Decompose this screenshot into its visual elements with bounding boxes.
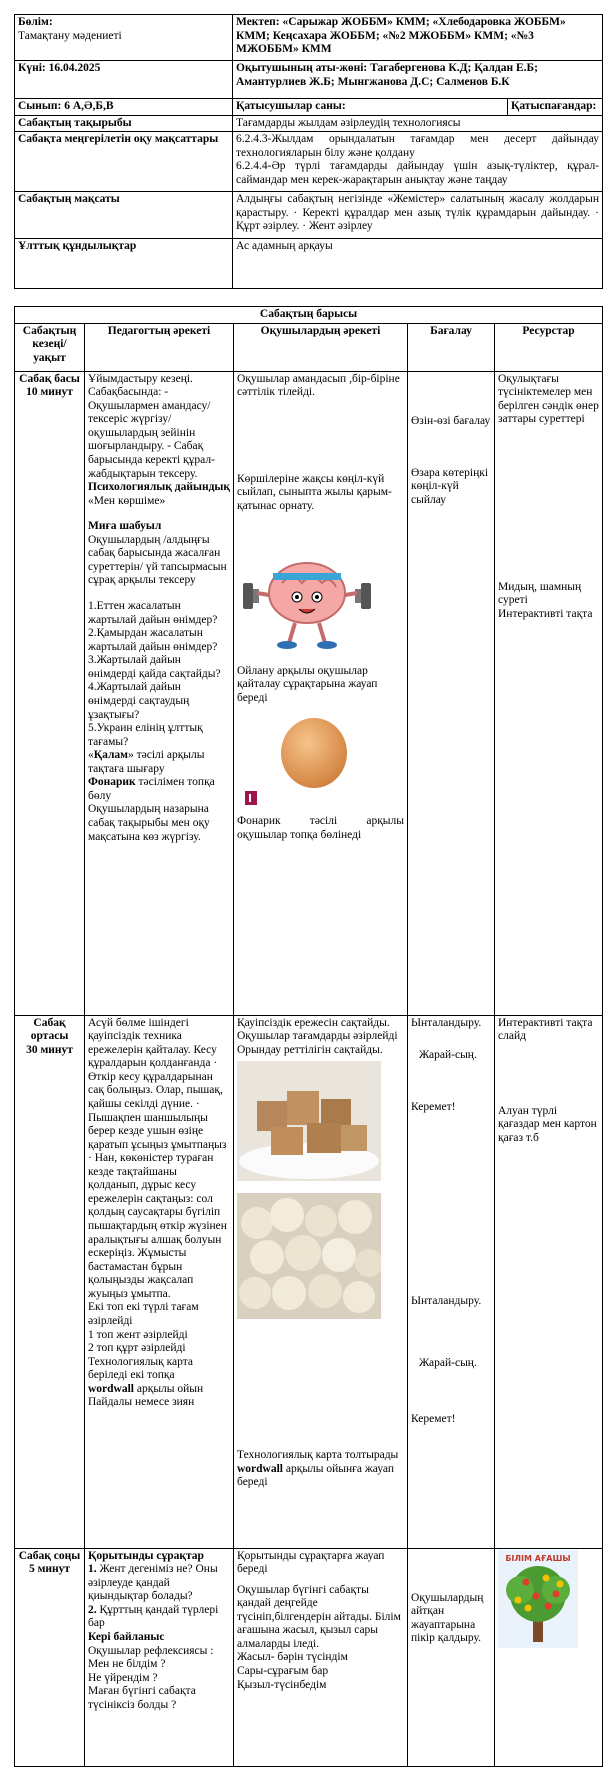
board-slide-text: Интерактивті тақта слайд bbox=[498, 1016, 593, 1043]
table-row bbox=[15, 371, 603, 1015]
header-table bbox=[14, 14, 603, 289]
zhent-sweets-image bbox=[237, 1061, 381, 1181]
q2-number: 2. bbox=[88, 1603, 97, 1616]
table-row bbox=[15, 1548, 603, 1766]
brain-lamp-resources-text: Мидың, шамның суреті Интерактивті тақта bbox=[498, 580, 593, 620]
techcard-text: Технологиялық карта толтырады bbox=[237, 1449, 399, 1462]
students-think-text: Ойлану арқылы оқушылар қайталау сұрақтарына жауап береді bbox=[237, 664, 378, 704]
student-actions-start bbox=[234, 371, 408, 1015]
col-teacher-header: Педагогтың әрекеті bbox=[85, 323, 234, 371]
assessment-end bbox=[408, 1548, 495, 1766]
topic-value: Тағамдарды жылдам әзірлеудің технологиясы bbox=[233, 115, 603, 132]
col-students-header: Оқушылардың әрекеті bbox=[234, 323, 408, 371]
assessment-start bbox=[408, 371, 495, 1015]
school-cell: Мектеп: «Сарыжар ЖОББМ» КММ; «Хлебодаровка ЖОББМ» КММ; Кеңсахара ЖОББМ; «№2 МЖОББМ» КММ; «№3 МЖОББМ» КММ bbox=[233, 15, 603, 61]
students-reflection-text: Оқушылар бүгінгі сабақты қандай деңгейде түсініп,білгендерін айтады. Білім ағашына жасыл, қызыл сары алмаларды іледі. Жасыл- бәрін түсіндім Сары-сұрағым бар Қызыл-түсінбедім bbox=[237, 1583, 401, 1691]
wordwall-student-label: wordwall bbox=[237, 1462, 283, 1475]
brainstorm-text: Оқушылардың /алдыңғы сабақ барысында жасалған суреттерін/ үй тапсырмасын сұрақ арқылы тексеру bbox=[88, 533, 227, 587]
comment-answers-text: Оқушылардың айтқан жауаптарына пікір қалдыру. bbox=[411, 1591, 484, 1645]
flashlight-text: тәсілімен топқа бөлу Оқушылардың назарына сабақ тақырыбы мен оқу мақсатына көз жүргізу. bbox=[88, 776, 215, 843]
stage-end: Сабақ соңы 5 минут bbox=[15, 1548, 85, 1766]
feedback-label: Кері байланыс bbox=[88, 1630, 165, 1643]
encourage-1: Ынталандыру. bbox=[411, 1016, 482, 1029]
self-assessment-text: Өзін-өзі бағалау bbox=[411, 414, 491, 427]
section-value: Тамақтану мәдениеті bbox=[18, 29, 122, 42]
teacher-actions-start bbox=[85, 371, 234, 1015]
well-done-1: Жарай-сың. bbox=[419, 1048, 477, 1061]
teacher-actions-end bbox=[85, 1548, 234, 1766]
questions-list: 1.Еттен жасалатын жартылай дайын өнімдер? 2.Қамырдан жасалатын жартылай дайын өнімдер? 3.Жартылай дайын өнімдерді қайда сақтайды? 4.Жартылай дайын өнімдерді сақтаудың ұзақтығы? 5.Украин елінің ұлттық тағамы? bbox=[88, 600, 221, 748]
col-stage-header: Сабақтың кезеңі/ уақыт bbox=[15, 323, 85, 371]
great-1: Керемет! bbox=[411, 1100, 456, 1113]
students-groups-text: Фонарик тәсілі арқылы оқушылар топқа бөлінеді bbox=[237, 815, 404, 841]
attendance-count-cell: Қатысушылар саны: bbox=[233, 99, 508, 116]
psych-prep-label: Психологиялық дайындық bbox=[88, 481, 231, 494]
section-label: Бөлім: bbox=[18, 16, 53, 28]
stage-start: Сабақ басы 10 минут bbox=[15, 371, 85, 1015]
students-answer-text: Қорытынды сұрақтарға жауап береді bbox=[237, 1549, 385, 1576]
lesson-flow-title: Сабақтың барысы bbox=[15, 307, 603, 324]
resources-start bbox=[495, 371, 603, 1015]
encourage-2: Ынталандыру. bbox=[411, 1294, 482, 1307]
brainstorm-label: Миға шабуыл bbox=[88, 520, 162, 533]
resources-middle bbox=[495, 1015, 603, 1548]
egg-icon bbox=[269, 717, 359, 789]
col-resources-header: Ресурстар bbox=[495, 323, 603, 371]
pen-method-label: Қалам bbox=[93, 749, 128, 762]
great-2: Керемет! bbox=[411, 1412, 456, 1425]
wordwall-label: wordwall bbox=[88, 1382, 134, 1395]
resources-end bbox=[495, 1548, 603, 1766]
brain-weightlifting-icon bbox=[237, 543, 377, 653]
wordwall-answer-text: арқылы ойынға жауап береді bbox=[237, 1462, 395, 1489]
pen-method-text: » тәсілі арқылы тақтаға шығару bbox=[88, 749, 205, 775]
student-actions-end bbox=[234, 1548, 408, 1766]
student-actions-middle bbox=[234, 1015, 408, 1548]
psych-prep-text: «Мен көршіме» bbox=[88, 494, 166, 507]
org-stage-text: Ұйымдастыру кезеңі. Сабақбасында: - Оқушылармен амандасу/тексеріс жүргізу/ оқушылардың зейінін шоғырландыру. - Сабақ барысында керекті құрал-жабдықтарын тексеру. bbox=[88, 372, 215, 480]
teacher-actions-middle bbox=[85, 1015, 234, 1548]
goal-label: Сабақтың мақсаты bbox=[15, 192, 233, 239]
values-label: Ұлттық құндылықтар bbox=[15, 239, 233, 289]
knowledge-tree-label: БІЛІМ АҒАШЫ bbox=[505, 1553, 571, 1563]
class-cell: Сынып: 6 А,Ә,Б,В bbox=[15, 99, 233, 116]
section-cell bbox=[15, 15, 233, 61]
small-flag-icon bbox=[245, 791, 257, 805]
flashlight-label: Фонарик bbox=[88, 776, 136, 789]
teachers-cell: Оқытушының аты-жөні: Тагабергенова К.Д; Қалдан Е.Б; Амантурлиев Ж.Б; Мынгжанова Д.С; Салменов Б.К bbox=[233, 61, 603, 99]
quote-open: « bbox=[88, 749, 94, 762]
kurt-image bbox=[237, 1193, 381, 1319]
students-greet-text: Оқушылар амандасып ,бір-біріне сәттілік тілейді. bbox=[237, 372, 400, 399]
students-mood-text: Көршілеріне жақсы көңіл-күй сыйлап, сыныпта жылы қарым-қатынас орнату. bbox=[237, 472, 392, 512]
peer-mood-text: Өзара көтеріңкі көңіл-күй сыйлау bbox=[411, 466, 489, 506]
objectives-label: Сабақта меңгерілетін оқу мақсаттары bbox=[15, 132, 233, 192]
well-done-2: Жарай-сың. bbox=[419, 1356, 477, 1369]
textbook-resources-text: Оқулықтағы түсініктемелер мен берілген сәндік өнер заттары суреттері bbox=[498, 372, 599, 426]
techcard-line bbox=[237, 1449, 404, 1463]
summary-questions-label: Қорытынды сұрақтар bbox=[88, 1549, 204, 1562]
values-value: Ас адамның арқауы bbox=[233, 239, 603, 289]
absent-cell: Қатыспағандар: bbox=[508, 99, 603, 116]
students-cook-text: Қауіпсіздік ережесін сақтайды. Оқушылар тағамдарды әзірлейді Орындау реттілігін сақтайды. bbox=[237, 1016, 398, 1056]
table-row bbox=[15, 1015, 603, 1548]
date-cell: Күні: 16.04.2025 bbox=[15, 61, 233, 99]
wordwall-game-text: арқылы ойын Пайдалы немесе зиян bbox=[88, 1382, 204, 1409]
topic-label: Сабақтың тақырыбы bbox=[15, 115, 233, 132]
lesson-flow-table bbox=[14, 306, 603, 1767]
goal-value: Алдыңғы сабақтың негізінде «Жемістер» салатының жасалу жолдарын қарастыру. · Керекті құралдар мен азық түлік құрамдарын дайындау. · Құрт әзірлеу. · Жент әзірлеу bbox=[233, 192, 603, 239]
paper-cardboard-text: Алуан түрлі қағаздар мен картон қағаз т.б bbox=[498, 1104, 597, 1144]
reflection-text: Оқушылар рефлексиясы : Мен не білдім ? Не үйрендім ? Маған бүгінгі сабақта түсініксіз болды ? bbox=[88, 1644, 214, 1711]
q2-text: Құрттың қандай түрлері бар bbox=[88, 1603, 219, 1630]
q1-text: Жент дегеніміз не? Оны әзірлеуде қандай қиындықтар болады? bbox=[88, 1563, 218, 1603]
objectives-value: 6.2.4.3-Жылдам орындалатын тағамдар мен десерт дайындау технологияларын білу және қолдану 6.2.4.4-Әр түрлі тағамдарды дайындау үшін азық-түліктер, құрал-саймандар мен керек-жарақтарын анықтау және таңдау bbox=[233, 132, 603, 192]
stage-middle: Сабақ ортасы 30 минут bbox=[15, 1015, 85, 1548]
knowledge-tree-icon bbox=[498, 1550, 578, 1648]
col-assessment-header: Бағалау bbox=[408, 323, 495, 371]
assessment-middle bbox=[408, 1015, 495, 1548]
q1-number: 1. bbox=[88, 1563, 97, 1576]
safety-rules-text: Асүй бөлме ішіндегі қауіпсіздік техника ережелерін қайталау. Кесу құралдарын қолданғанда · Өткір кесу құралдарынан сақ болыңыз. Олар, пышақ, қайшы секілді дүние. · Пышақпен шаншылыңы берер кезде ушын өзіңе қаратып ұсыңыз ұмытпаңыз · Нан, көкөністер тураған кезде тақтайшаны қолданып, дұрыс кесу ережелерін сақтаңыз: сол қолдың саусақтары бүгіліп пышақтардың өткір жүзінен аралықтығы алшақ болуын ескеріңіз. Жұмысты бастамастан бұрын қолыңызды жақсалап жуыңыз ұмытпа. Екі топ екі түрлі тағам әзірлейді 1 топ жент әзірлейді 2 топ құрт әзірлейді Технологиялық карта беріледі екі топқа bbox=[88, 1016, 227, 1382]
